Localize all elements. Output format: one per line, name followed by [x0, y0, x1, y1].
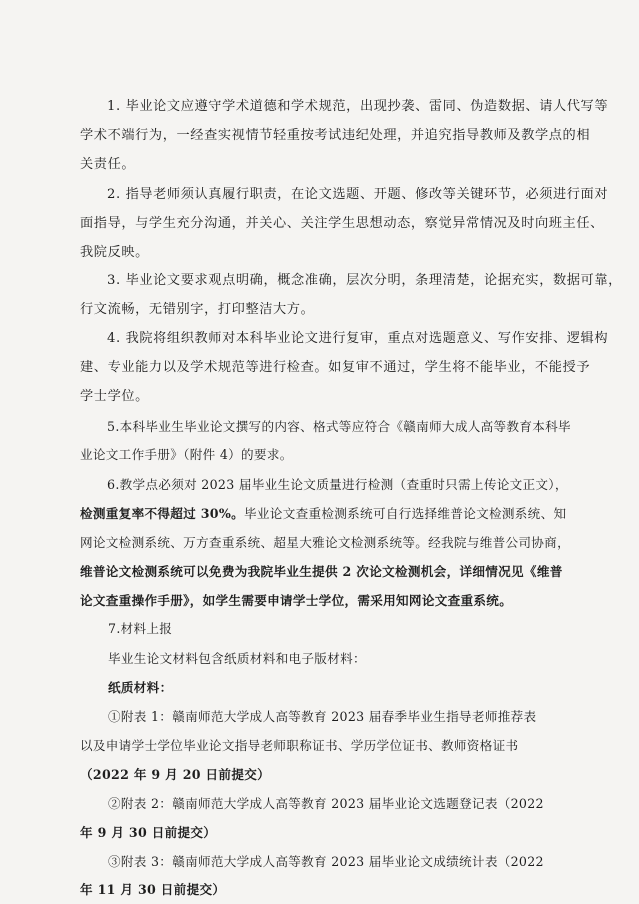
text-line: 3. 毕业论文要求观点明确，概念准确，层次分明，条理清楚，论据充实，数据可靠， — [107, 273, 622, 288]
text-line: 学士学位。 — [80, 389, 149, 404]
text-line-bold: 维普论文检测系统可以免费为我院毕业生提供 2 次论文检测机会，详细情况见《维普 — [80, 564, 563, 579]
text-line: 以及申请学士学位毕业论文指导老师职称证书、学历学位证书、教师资格证书 — [80, 738, 519, 753]
text-line: 学术不端行为，一经查实视情节轻重按考试违纪处理，并追究指导教师及教学点的相 — [80, 128, 591, 143]
deadline-text: （2022 年 9 月 20 日前提交） — [80, 767, 271, 782]
text-line: 2. 指导老师须认真履行职责，在论文选题、开题、修改等关键环节，必须进行面对 — [107, 187, 609, 202]
text-line: 我院反映。 — [80, 245, 149, 260]
text-segment: 毕业论文查重检测系统可自行选择维普论文检测系统、知 — [244, 506, 567, 521]
text-line: 面指导，与学生充分沟通，并关心、关注学生思想动态，察觉异常情况及时向班主任、 — [80, 216, 604, 231]
highlighted-requirement: 检测重复率不得超过 30%。 — [80, 506, 245, 521]
section-heading: 7.材料上报 — [108, 621, 173, 636]
text-line: 建、专业能力以及学术规范等进行检查。如复审不通过，学生将不能毕业，不能授予 — [80, 360, 591, 375]
deadline-text: 年 9 月 30 日前提交） — [80, 825, 217, 840]
text-line: 1. 毕业论文应遵守学术道德和学术规范，出现抄袭、雷同、伪造数据、请人代写等 — [107, 99, 609, 114]
text-line: 网论文检测系统、万方查重系统、超星大雅论文检测系统等。经我院与维普公司协商， — [80, 535, 570, 550]
text-line-bold: 论文查重操作手册》，如学生需要申请学士学位，需采用知网论文查重系统。 — [80, 593, 513, 608]
text-line: 4. 我院将组织教师对本科毕业论文进行复审，重点对选题意义、写作安排、逻辑构 — [107, 331, 609, 346]
text-line: 业论文工作手册》（附件 4）的要求。 — [80, 447, 293, 462]
text-line: ②附表 2：赣南师范大学成人高等教育 2023 届毕业论文选题登记表（2022 — [108, 796, 544, 811]
paper-materials-label: 纸质材料： — [108, 680, 173, 695]
text-line-mixed — [80, 505, 566, 523]
text-line: 行文流畅，无错别字，打印整洁大方。 — [80, 302, 315, 317]
text-line: ①附表 1：赣南师范大学成人高等教育 2023 届春季毕业生指导老师推荐表 — [108, 709, 537, 724]
deadline-text: 年 11 月 30 日前提交） — [80, 882, 226, 897]
text-line: ③附表 3：赣南师范大学成人高等教育 2023 届毕业论文成绩统计表（2022 — [108, 854, 544, 869]
text-line: 关责任。 — [80, 157, 136, 172]
text-line: 5.本科毕业生毕业论文撰写的内容、格式等应符合《赣南师大成人高等教育本科毕 — [107, 419, 571, 434]
text-line: 毕业生论文材料包含纸质材料和电子版材料： — [108, 651, 366, 666]
text-line: 6.教学点必须对 2023 届毕业生论文质量进行检测（查重时只需上传论文正文）， — [107, 477, 568, 492]
